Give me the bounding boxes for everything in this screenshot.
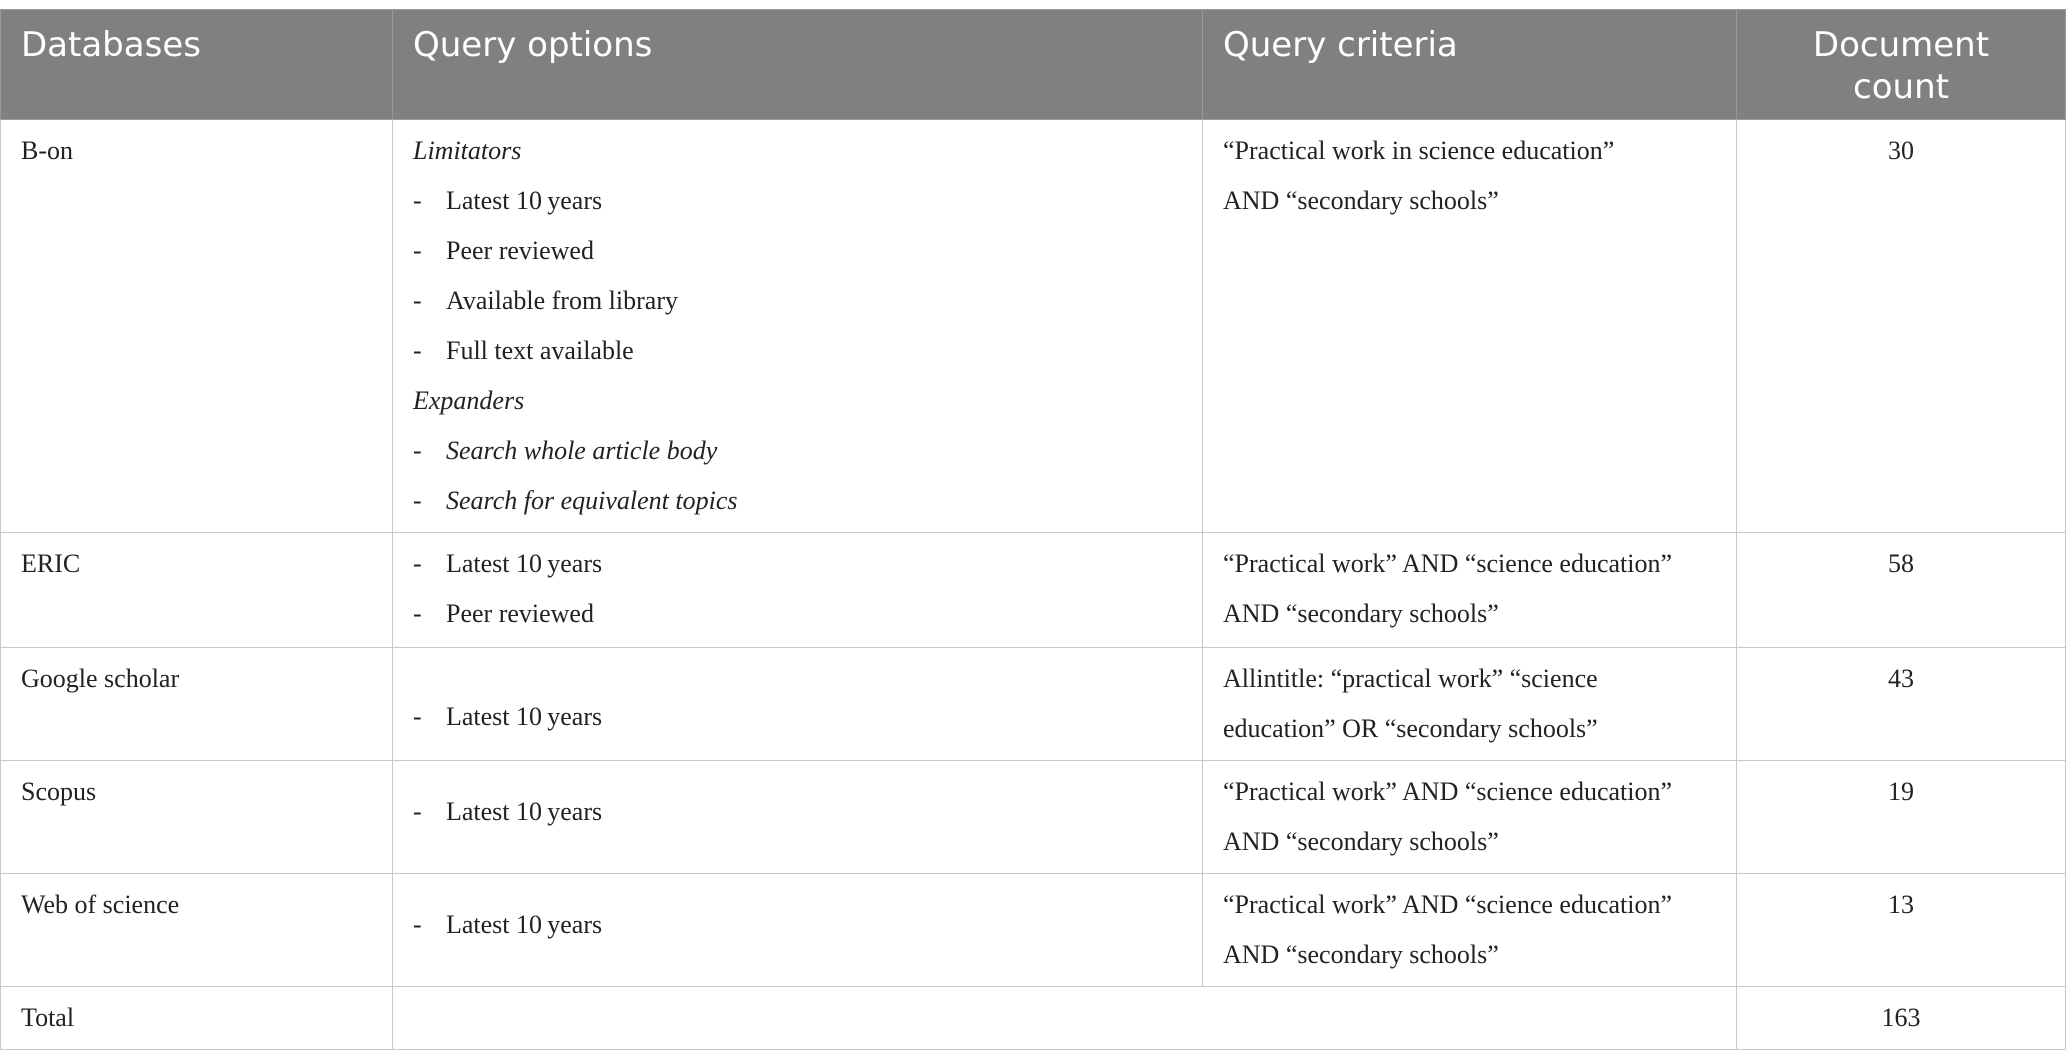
table-row bbox=[1, 874, 2066, 987]
database-name: B-on bbox=[21, 136, 73, 165]
total-row bbox=[1, 987, 2066, 1050]
database-cell bbox=[1, 874, 393, 987]
option-item: - Latest 10 years bbox=[413, 702, 603, 731]
query-criteria-cell bbox=[1203, 874, 1737, 987]
database-name: Google scholar bbox=[21, 664, 180, 693]
option-item: - Latest 10 years bbox=[413, 797, 603, 826]
table-body bbox=[1, 120, 2066, 1050]
criteria-line: AND “secondary schools” bbox=[1223, 940, 1499, 969]
database-cell bbox=[1, 761, 393, 874]
query-criteria-cell bbox=[1203, 533, 1737, 648]
table-row bbox=[1, 533, 2066, 648]
criteria-line: AND “secondary schools” bbox=[1223, 186, 1499, 215]
option-item: - Search whole article body bbox=[413, 436, 718, 465]
options-group-heading: Expanders bbox=[413, 386, 525, 415]
option-item: - Peer reviewed bbox=[413, 599, 594, 628]
table-row bbox=[1, 120, 2066, 533]
database-name: Web of science bbox=[21, 890, 180, 919]
query-options-cell bbox=[393, 874, 1203, 987]
search-results-table bbox=[0, 9, 2066, 1050]
header-query-options: Query options bbox=[393, 10, 1203, 120]
option-item: - Peer reviewed bbox=[413, 236, 594, 265]
criteria-line: “Practical work” AND “science education” bbox=[1223, 549, 1673, 578]
query-criteria-cell bbox=[1203, 761, 1737, 874]
criteria-line: “Practical work in science education” bbox=[1223, 136, 1615, 165]
criteria-line: AND “secondary schools” bbox=[1223, 827, 1499, 856]
criteria-line: “Practical work” AND “science education” bbox=[1223, 777, 1673, 806]
option-item: - Latest 10 years bbox=[413, 910, 603, 939]
header-document-count: Document count bbox=[1737, 10, 2066, 120]
database-cell bbox=[1, 648, 393, 761]
query-options-cell bbox=[393, 648, 1203, 761]
option-item: - Search for equivalent topics bbox=[413, 486, 738, 515]
options-group-heading: Limitators bbox=[413, 136, 522, 165]
criteria-line: “Practical work” AND “science education” bbox=[1223, 890, 1673, 919]
table-row bbox=[1, 761, 2066, 874]
query-criteria-cell bbox=[1203, 648, 1737, 761]
criteria-line: Allintitle: “practical work” “science bbox=[1223, 664, 1598, 693]
header-query-criteria: Query criteria bbox=[1203, 10, 1737, 120]
criteria-line: AND “secondary schools” bbox=[1223, 599, 1499, 628]
document-count-cell: 58 bbox=[1737, 533, 2066, 648]
document-count-cell: 13 bbox=[1737, 874, 2066, 987]
total-empty-cell bbox=[393, 987, 1737, 1050]
table-row bbox=[1, 648, 2066, 761]
document-count-cell: 30 bbox=[1737, 120, 2066, 533]
database-name: Scopus bbox=[21, 777, 97, 806]
total-label-cell: Total bbox=[1, 987, 393, 1050]
query-criteria-cell bbox=[1203, 120, 1737, 533]
database-cell bbox=[1, 533, 393, 648]
option-item: - Latest 10 years bbox=[413, 549, 603, 578]
criteria-line: education” OR “secondary schools” bbox=[1223, 714, 1598, 743]
header-row bbox=[1, 10, 2066, 120]
document-count-cell: 19 bbox=[1737, 761, 2066, 874]
header-databases: Databases bbox=[1, 10, 393, 120]
table-header bbox=[1, 10, 2066, 120]
option-item: - Latest 10 years bbox=[413, 186, 603, 215]
query-options-cell bbox=[393, 533, 1203, 648]
database-name: ERIC bbox=[21, 549, 81, 578]
database-cell bbox=[1, 120, 393, 533]
option-item: - Full text available bbox=[413, 336, 634, 365]
query-options-cell bbox=[393, 761, 1203, 874]
query-options-cell bbox=[393, 120, 1203, 533]
option-item: - Available from library bbox=[413, 286, 678, 315]
total-count-cell: 163 bbox=[1737, 987, 2066, 1050]
document-count-cell: 43 bbox=[1737, 648, 2066, 761]
